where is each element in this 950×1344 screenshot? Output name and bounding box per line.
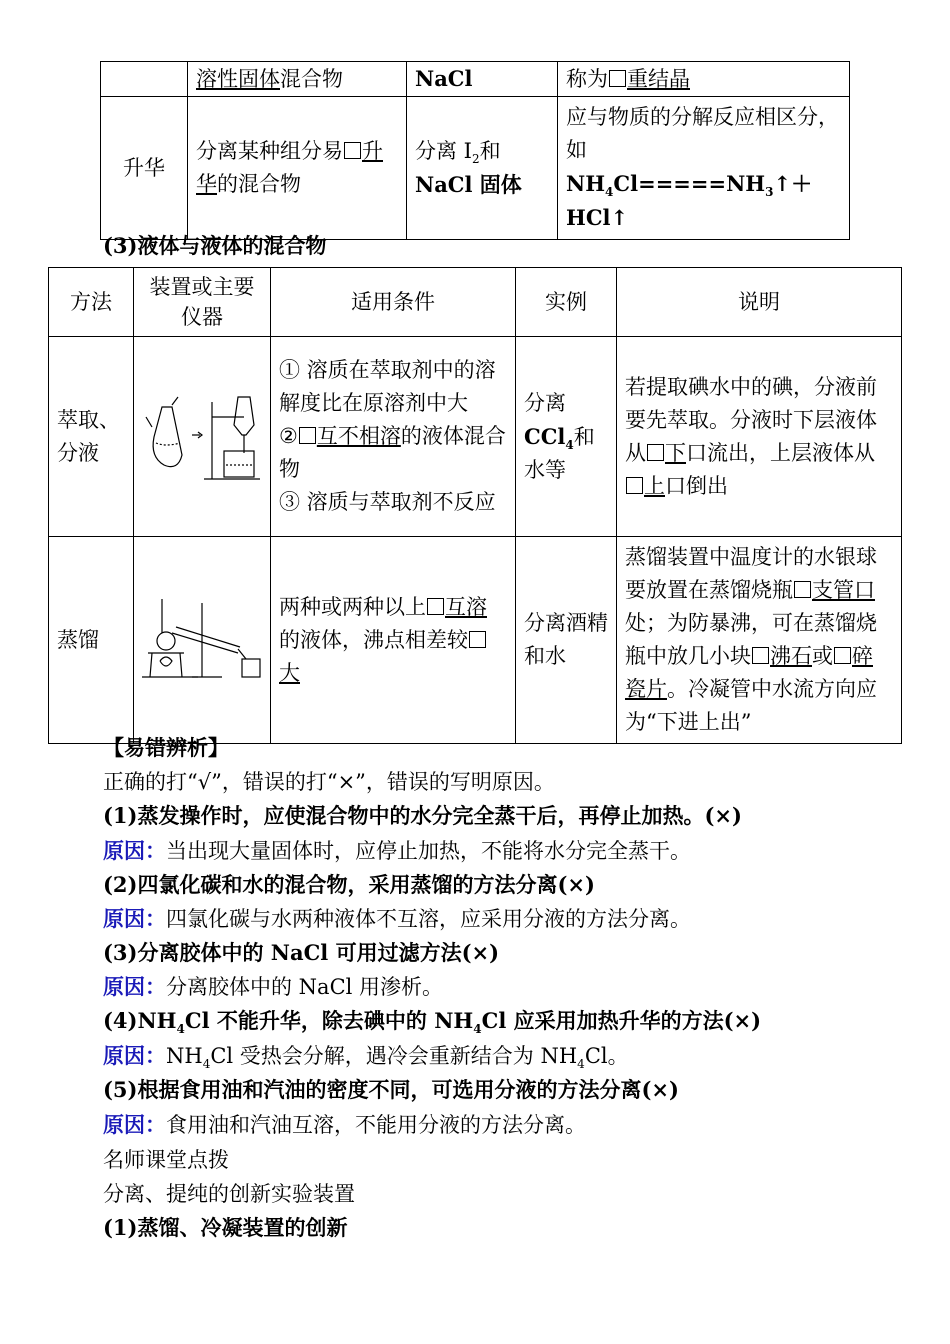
method-sublimation: 升华	[101, 97, 188, 240]
errors-intro: 正确的打“√”，错误的打“×”，错误的写明原因。	[103, 770, 555, 794]
error-q4: $(4)NH_4Cl$ 不能升华，除去碘中的 $NH_4Cl$ 应采用加热升华的方法(×)	[103, 1008, 762, 1037]
errors-title: 【易错辨析】	[103, 735, 229, 760]
error-q3: (3)分离胶体中的 NaCl 可用过滤方法(×)	[103, 940, 500, 965]
error-r5: 原因：食用油和汽油互溶，不能用分液的方法分离。	[103, 1112, 586, 1137]
table-top: 溶性固体混合物 NaCl 称为 重结晶 升华 分离某种组分易 升华的混合物 分离 $I_2$和 NaCl 固体 应与物质的分解反应相区分，如 $NH_4Cl=====NH_3↑+$ HCl↑	[100, 61, 850, 240]
error-q1: (1)蒸发操作时，应使混合物中的水分完全蒸干后，再停止加热。(×)	[103, 803, 742, 828]
separatory-funnel-figure	[142, 387, 262, 487]
distillation-figure	[142, 597, 262, 683]
teacher-tip: 名师课堂点拨	[103, 1148, 229, 1172]
error-r3: 原因：分离胶体中的 NaCl 用渗析。	[103, 974, 444, 999]
error-q5: (5)根据食用油和汽油的密度不同，可选用分液的方法分离(×)	[103, 1077, 679, 1102]
error-q2: (2)四氯化碳和水的混合物，采用蒸馏的方法分离(×)	[103, 872, 595, 897]
table-liquid: 方法 装置或主要仪器 适用条件 实例 说明 萃取、分液 ① 溶质在萃取剂中的溶解度比在原溶剂中大 ② 互不相溶的液体混合物 ③ 溶质与萃取剂不反应 分离 CCl$_4$和 水等 若提取碘水中的碘，分液前要先萃取。分液时下层液体从 下口流出，上层液体从 上口倒出 蒸馏 两种或两种以上 互溶的液体，沸点相差较 大 分离酒精和水 蒸馏装置中温度计的水银球要放置在蒸馏烧瓶 支管口处；为防暴沸，可在蒸馏烧瓶中放几小块 沸石或 碎瓷片。冷凝管中水流方向应为“下进上出”	[48, 267, 902, 744]
innovation-title: 分离、提纯的创新实验装置	[103, 1182, 355, 1206]
method-extraction: 萃取、分液	[49, 337, 134, 537]
error-r1: 原因：当出现大量固体时，应停止加热，不能将水分完全蒸干。	[103, 838, 691, 863]
error-r4: 原因：$NH_4Cl$ 受热会分解，遇冷会重新结合为 $NH_4Cl$。	[103, 1043, 629, 1072]
method-distillation: 蒸馏	[49, 537, 134, 744]
innovation-sub: (1)蒸馏、冷凝装置的创新	[103, 1215, 348, 1240]
error-r2: 原因：四氯化碳与水两种液体不互溶，应采用分液的方法分离。	[103, 906, 691, 931]
section3-title: (3)液体与液体的混合物	[103, 233, 327, 258]
